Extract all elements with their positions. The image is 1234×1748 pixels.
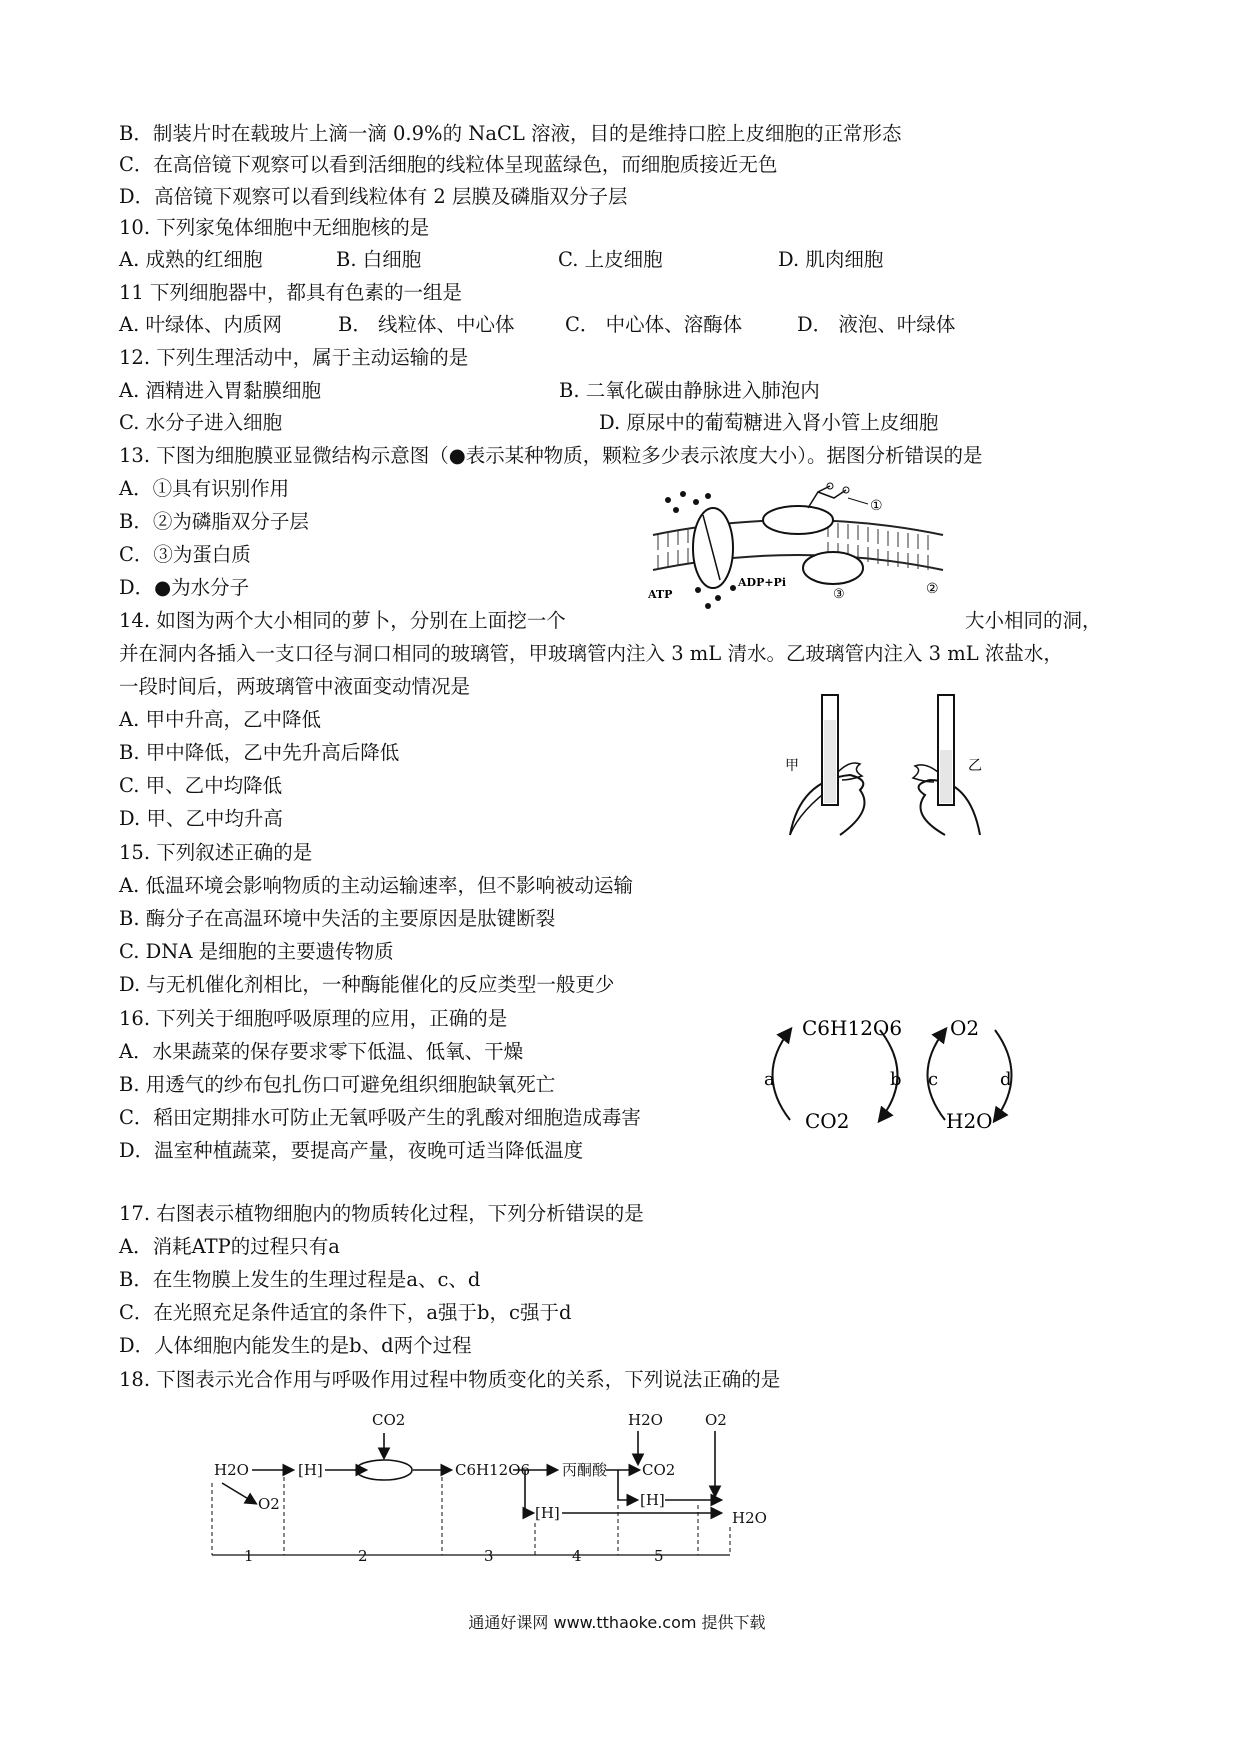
- conversion-cycle-figure: [750, 1010, 1030, 1140]
- q14-stem-1: 14. 如图为两个大小相同的萝卜，分别在上面挖一个: [119, 609, 566, 632]
- q11-option-a: A. 叶绿体、内质网: [119, 313, 282, 336]
- segment-1: 1: [244, 1547, 254, 1565]
- q14-stem-3: 一段时间后，两玻璃管中液面变动情况是: [119, 675, 471, 698]
- q15-option-c: C. DNA 是细胞的主要遗传物质: [119, 940, 394, 963]
- label-yi: 乙: [968, 758, 982, 774]
- q14-stem-2: 并在洞内各插入一支口径与洞口相同的玻璃管，甲玻璃管内注入 3 mL 清水。乙玻璃管内注入 3 mL 浓盐水，: [119, 642, 1063, 665]
- q14-option-b: B. 甲中降低，乙中先升高后降低: [119, 741, 400, 764]
- q14-option-d: D. 甲、乙中均升高: [119, 807, 283, 830]
- page-footer: 通通好课网 www.tthaoke.com 提供下载: [468, 1613, 766, 1632]
- q16-stem: 16. 下列关于细胞呼吸原理的应用，正确的是: [119, 1007, 508, 1030]
- q17-option-a: A．消耗ATP的过程只有a: [119, 1235, 340, 1258]
- co2-mid: CO2: [642, 1461, 676, 1479]
- segment-5: 5: [654, 1547, 664, 1565]
- h-left: [H]: [298, 1461, 323, 1479]
- q12-option-a: A. 酒精进入胃黏膜细胞: [119, 379, 321, 402]
- glucose-node: C6H12O6: [455, 1461, 531, 1479]
- q10-stem: 10. 下列家兔体细胞中无细胞核的是: [119, 216, 430, 239]
- label-c: c: [928, 1069, 939, 1090]
- q14-option-a: A. 甲中升高，乙中降低: [119, 708, 321, 731]
- h2o-top: H2O: [628, 1411, 663, 1429]
- h2o-right: H2O: [732, 1509, 767, 1527]
- q10-option-d: D. 肌肉细胞: [778, 248, 884, 271]
- glucose-label: C6H12O6: [802, 1016, 903, 1040]
- q15-option-d: D. 与无机催化剂相比，一种酶能催化的反应类型一般更少: [119, 973, 615, 996]
- q10-option-b: B. 白细胞: [336, 248, 422, 271]
- q9-option-c: C．在高倍镜下观察可以看到活细胞的线粒体呈现蓝绿色，而细胞质接近无色: [119, 153, 778, 176]
- label-d: d: [1000, 1069, 1012, 1090]
- q12-option-d: D. 原尿中的葡萄糖进入肾小管上皮细胞: [599, 411, 939, 434]
- label-1: ①: [870, 498, 883, 514]
- q18-stem: 18. 下图表示光合作用与呼吸作用过程中物质变化的关系，下列说法正确的是: [119, 1368, 781, 1391]
- q17-option-b: B．在生物膜上发生的生理过程是a、c、d: [119, 1268, 481, 1291]
- q16-option-d: D．温室种植蔬菜，要提高产量，夜晚可适当降低温度: [119, 1139, 584, 1162]
- radish-figure: [780, 690, 1020, 840]
- label-jia: 甲: [785, 758, 799, 774]
- q10-option-a: A. 成熟的红细胞: [119, 248, 263, 271]
- q15-option-b: B. 酶分子在高温环境中失活的主要原因是肽键断裂: [119, 907, 556, 930]
- q12-option-b: B. 二氧化碳由静脉进入肺泡内: [559, 379, 820, 402]
- co2-top: CO2: [372, 1411, 406, 1429]
- q14-option-c: C. 甲、乙中均降低: [119, 774, 283, 797]
- q16-option-a: A．水果蔬菜的保存要求零下低温、低氧、干燥: [119, 1040, 524, 1063]
- label-3: ③: [833, 587, 845, 602]
- atp-label: ATP: [648, 588, 673, 601]
- q11-stem: 11 下列细胞器中，都具有色素的一组是: [119, 281, 463, 304]
- segment-2: 2: [358, 1547, 368, 1565]
- q11-option-b: B． 线粒体、中心体: [338, 313, 515, 336]
- photosynthesis-respiration-figure: [210, 1405, 800, 1590]
- q15-stem: 15. 下列叙述正确的是: [119, 841, 313, 864]
- q16-option-b: B. 用透气的纱布包扎伤口可避免组织细胞缺氧死亡: [119, 1073, 556, 1096]
- cell-membrane-figure: [648, 480, 948, 615]
- q13-option-a: A．①具有识别作用: [119, 477, 290, 500]
- q16-option-c: C．稻田定期排水可防止无氧呼吸产生的乳酸对细胞造成毒害: [119, 1106, 641, 1129]
- h-mid: [H]: [640, 1491, 665, 1509]
- segment-3: 3: [484, 1547, 494, 1565]
- adp-label: ADP+Pi: [738, 576, 787, 589]
- q17-option-d: D．人体细胞内能发生的是b、d两个过程: [119, 1334, 472, 1357]
- q14-stem-1-right: 大小相同的洞，: [965, 609, 1102, 632]
- o2-low: O2: [258, 1495, 280, 1513]
- q9-option-b: B．制装片时在载玻片上滴一滴 0.9%的 NaCL 溶液，目的是维持口腔上皮细胞的正常形态: [119, 122, 902, 145]
- q13-option-b: B．②为磷脂双分子层: [119, 510, 309, 533]
- h-low: [H]: [535, 1504, 560, 1522]
- h2o-label: H2O: [946, 1109, 993, 1133]
- q11-option-c: C． 中心体、溶酶体: [565, 313, 743, 336]
- label-2: ②: [926, 581, 939, 597]
- label-a: a: [764, 1069, 775, 1090]
- pyruvate-node: 丙酮酸: [562, 1461, 608, 1479]
- q17-option-c: C．在光照充足条件适宜的条件下，a强于b，c强于d: [119, 1301, 572, 1324]
- label-b: b: [890, 1069, 902, 1090]
- segment-4: 4: [572, 1547, 582, 1565]
- q13-stem: 13. 下图为细胞膜亚显微结构示意图（●表示某种物质，颗粒多少表示浓度大小）。据图分析错误的是: [119, 444, 983, 467]
- q9-option-d: D．高倍镜下观察可以看到线粒体有 2 层膜及磷脂双分子层: [119, 185, 628, 208]
- o2-label: O2: [950, 1016, 980, 1040]
- q12-stem: 12. 下列生理活动中，属于主动运输的是: [119, 346, 469, 369]
- q11-option-d: D． 液泡、叶绿体: [797, 313, 956, 336]
- h2o-left: H2O: [214, 1461, 249, 1479]
- o2-top: O2: [705, 1411, 727, 1429]
- q15-option-a: A. 低温环境会影响物质的主动运输速率，但不影响被动运输: [119, 874, 633, 897]
- q12-option-c: C. 水分子进入细胞: [119, 411, 283, 434]
- q13-option-c: C．③为蛋白质: [119, 543, 251, 566]
- q13-option-d: D．●为水分子: [119, 576, 250, 599]
- q17-stem: 17. 右图表示植物细胞内的物质转化过程，下列分析错误的是: [119, 1202, 644, 1225]
- co2-label: CO2: [805, 1109, 850, 1133]
- q10-option-c: C. 上皮细胞: [558, 248, 663, 271]
